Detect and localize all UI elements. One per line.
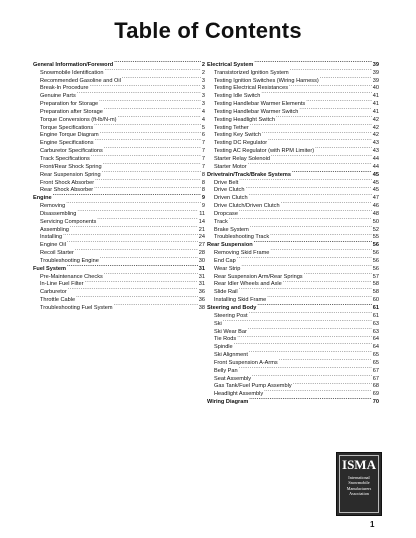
logo-line: Association — [349, 491, 369, 497]
toc-entry-page: 58 — [372, 289, 379, 296]
toc-entry-label: Drive Clutch/Driven Clutch — [214, 203, 280, 210]
toc-entry-label: Preparation for Storage — [40, 101, 99, 108]
toc-entry-page: 61 — [372, 305, 379, 311]
toc-entry-page: 2 — [201, 61, 205, 68]
toc-entry-page: 64 — [372, 344, 379, 351]
toc-entry-page: 41 — [372, 108, 379, 115]
toc-entry-label: Fuel System — [33, 265, 66, 272]
toc-entry-label: Ski Wear Bar — [214, 328, 247, 335]
toc-leader-dots — [257, 301, 371, 309]
toc-entry-page: 42 — [372, 124, 379, 131]
toc-leader-dots — [239, 207, 372, 215]
toc-right-column — [207, 58, 379, 406]
toc-leader-dots — [229, 215, 372, 223]
toc-entry-label: Front Shock Absorber — [40, 179, 95, 186]
toc-leader-dots — [262, 129, 372, 137]
toc-entry-label: Ski Alignment — [214, 352, 248, 359]
toc-entry-page: 44 — [372, 155, 379, 162]
toc-entry-page: 2 — [201, 69, 205, 76]
toc-leader-dots — [117, 113, 200, 121]
toc-entry-page: 31 — [198, 265, 205, 272]
toc-entry-label: Installing Skid Frame — [214, 297, 267, 304]
toc-entry-label: Wear Strip — [214, 265, 241, 272]
toc-leader-dots — [261, 89, 371, 97]
toc-entry-label: Testing Headlight Switch — [214, 116, 275, 123]
toc-entry-label: Torque Conversions (ft-lb/N-m) — [40, 116, 117, 123]
toc-entry-page: 27 — [198, 242, 205, 249]
toc-leader-dots — [239, 364, 372, 372]
toc-entry-label: Assembling — [40, 226, 69, 233]
toc-entry-page: 14 — [198, 218, 205, 225]
toc-entry-label: Testing Key Switch — [214, 132, 261, 139]
toc-entry-label: Slide Rail — [214, 289, 238, 296]
toc-entry-label: Front Suspension A-Arms — [214, 359, 278, 366]
toc-leader-dots — [100, 254, 198, 262]
toc-entry-page: 4 — [201, 108, 205, 115]
page-title: Table of Contents — [114, 18, 302, 43]
toc-entry-page: 11 — [199, 210, 205, 217]
toc-entry-label: Carburetor Specifications — [40, 148, 103, 155]
toc-leader-dots — [102, 168, 201, 176]
toc-leader-dots — [67, 238, 198, 246]
toc-leader-dots — [68, 285, 198, 293]
toc-entry — [207, 348, 379, 359]
toc-entry-label: Drive Clutch — [214, 187, 245, 194]
toc-entry-label: In-Line Fuel Filter — [40, 281, 84, 288]
toc-entry-label: Preparation after Storage — [40, 108, 103, 115]
toc-entry-page: 55 — [372, 234, 379, 241]
toc-entry-page: 42 — [372, 132, 379, 139]
logo-line: Snowmobile — [348, 480, 370, 486]
toc-entry-page: 41 — [372, 93, 379, 100]
toc-entry-page: 45 — [372, 171, 379, 178]
toc-entry-page: 58 — [372, 281, 379, 288]
toc-entry-page: 8 — [201, 187, 205, 194]
toc-entry-label: Rear Shock Absorber — [40, 187, 94, 194]
toc-leader-dots — [85, 278, 198, 286]
toc-leader-dots — [245, 184, 371, 192]
toc-leader-dots — [249, 395, 371, 403]
toc-entry-page: 8 — [201, 179, 205, 186]
toc-entry-label: Rear Idler Wheels and Axle — [214, 281, 282, 288]
toc-entry-page: 31 — [198, 281, 205, 288]
toc-entry — [207, 325, 379, 333]
toc-leader-dots — [289, 82, 372, 90]
toc-entry-page: 57 — [372, 273, 379, 280]
toc-entry-label: Recommended Gasoline and Oil — [40, 77, 121, 84]
toc-entry-label: Throttle Cable — [40, 297, 76, 304]
toc-entry-page: 56 — [372, 250, 379, 257]
toc-entry — [207, 215, 379, 223]
toc-entry-label: Wiring Diagram — [207, 399, 249, 406]
toc-entry-page: 56 — [372, 265, 379, 272]
toc-entry-page: 8 — [201, 171, 205, 178]
toc-entry-label: Recoil Starter — [40, 250, 74, 257]
toc-leader-dots — [270, 231, 372, 239]
toc-entry-label: Electrical System — [207, 61, 254, 68]
toc-entry-label: Ski — [214, 320, 222, 327]
toc-leader-dots — [104, 66, 200, 74]
toc-leader-dots — [94, 184, 201, 192]
toc-entry-label: Removing — [40, 203, 66, 210]
toc-leader-dots — [241, 262, 371, 270]
toc-entry-label: Testing DC Regulator — [214, 140, 268, 147]
toc-entry-page: 70 — [372, 399, 379, 406]
toc-entry-label: Seat Assembly — [214, 375, 251, 382]
toc-entry-page: 7 — [201, 140, 205, 147]
toc-entry-label: Disassembling — [40, 210, 77, 217]
toc-entry-page: 47 — [372, 195, 379, 202]
toc-leader-dots — [63, 231, 198, 239]
toc-entry-label: Carburetor — [40, 289, 67, 296]
toc-entry-label: Servicing Components — [40, 218, 97, 225]
toc-leader-dots — [100, 129, 201, 137]
toc-entry-page: 7 — [201, 155, 205, 162]
toc-entry-label: End Cap — [214, 257, 236, 264]
toc-leader-dots — [268, 136, 372, 144]
toc-entry-label: Troubleshooting Engine — [40, 257, 99, 264]
toc-leader-dots — [103, 160, 201, 168]
toc-leader-dots — [114, 301, 198, 309]
toc-entry-label: General Information/Foreword — [33, 61, 114, 68]
toc-entry-label: Drive Belt — [214, 179, 239, 186]
toc-entry — [33, 199, 205, 210]
toc-entry-label: Track — [214, 218, 228, 225]
toc-entry-page: 3 — [201, 85, 205, 92]
toc-leader-dots — [292, 168, 372, 176]
toc-entry-label: Track Specifications — [40, 155, 90, 162]
toc-entry-page: 67 — [372, 375, 379, 382]
toc-leader-dots — [53, 191, 201, 199]
toc-leader-dots — [75, 246, 198, 254]
toc-entry-page: 3 — [201, 101, 205, 108]
toc-entry-page: 30 — [198, 257, 205, 264]
toc-leader-dots — [76, 293, 198, 301]
toc-entry-label: Gas Tank/Fuel Pump Assembly — [214, 383, 292, 390]
toc-entry-page: 7 — [201, 148, 205, 155]
toc-leader-dots — [104, 105, 201, 113]
toc-leader-dots — [95, 136, 201, 144]
toc-leader-dots — [254, 238, 372, 246]
toc-entry-page: 7 — [201, 163, 205, 170]
toc-leader-dots — [77, 207, 198, 215]
toc-entry-page: 45 — [372, 187, 379, 194]
toc-leader-dots — [299, 105, 371, 113]
toc-entry-label: Snowmobile Identification — [40, 69, 104, 76]
toc-entry-label: Rear Suspension Arm/Rear Springs — [214, 273, 303, 280]
toc-leader-dots — [264, 387, 372, 395]
toc-leader-dots — [77, 89, 201, 97]
toc-leader-dots — [91, 152, 201, 160]
toc-entry-label: Steering and Body — [207, 305, 257, 311]
toc-entry-label: Starter Motor — [214, 163, 247, 170]
toc-leader-dots — [99, 97, 201, 105]
toc-leader-dots — [290, 66, 372, 74]
toc-entry-page: 9 — [201, 203, 205, 210]
toc-entry-label: Engine Specifications — [40, 140, 94, 147]
toc-entry — [207, 317, 379, 325]
toc-entry-label: Break-In Procedure — [40, 85, 89, 92]
logo-name: ISMA — [342, 457, 376, 472]
toc-leader-dots — [267, 293, 372, 301]
toc-leader-dots — [104, 270, 198, 278]
toc-leader-dots — [306, 97, 372, 105]
toc-leader-dots — [223, 317, 372, 325]
toc-entry-page: 6 — [201, 132, 205, 139]
toc-entry-page: 39 — [372, 61, 379, 68]
toc-entry-page: 64 — [372, 336, 379, 343]
toc-entry-label: Drivetrain/Track/Brake Systems — [207, 171, 291, 178]
toc-entry — [207, 223, 379, 231]
toc-entry-label: Torque Specifications — [40, 124, 94, 131]
toc-entry-page: 9 — [201, 195, 205, 202]
toc-entry-label: Starter Relay Solenoid — [214, 155, 270, 162]
toc-leader-dots — [248, 160, 372, 168]
toc-entry-label: Removing Skid Frame — [214, 250, 270, 257]
toc-entry-page: 60 — [372, 297, 379, 304]
toc-entry-page: 43 — [372, 148, 379, 155]
toc-leader-dots — [249, 191, 372, 199]
toc-leader-dots — [239, 285, 372, 293]
toc-leader-dots — [315, 144, 372, 152]
toc-left-column — [33, 58, 205, 309]
toc-entry-label: Engine Torque Diagram — [40, 132, 99, 139]
toc-entry-page: 41 — [372, 101, 379, 108]
toc-leader-dots — [304, 270, 372, 278]
toc-entry-page: 50 — [372, 218, 379, 225]
toc-entry-page: 42 — [372, 116, 379, 123]
toc-entry — [207, 340, 379, 351]
toc-leader-dots — [250, 121, 372, 129]
toc-leader-dots — [250, 223, 372, 231]
toc-leader-dots — [95, 176, 201, 184]
toc-entry-page: 39 — [372, 77, 379, 84]
toc-leader-dots — [122, 74, 201, 82]
toc-entry-label: Testing AC Regulator (with RPM Limiter) — [214, 148, 315, 155]
toc-leader-dots — [281, 199, 372, 207]
toc-entry-page: 48 — [372, 210, 379, 217]
toc-leader-dots — [270, 246, 371, 254]
logo-subtitle — [337, 475, 381, 497]
toc-leader-dots — [254, 58, 371, 66]
toc-entry-label: Testing Electrical Resistances — [214, 85, 288, 92]
toc-entry-page: 3 — [201, 93, 205, 100]
toc-leader-dots — [234, 340, 372, 348]
toc-entry-page: 63 — [372, 320, 379, 327]
toc-entry-label: Rear Suspension Spring — [40, 171, 101, 178]
toc-section-entry — [207, 58, 379, 66]
toc-entry-label: Driven Clutch — [214, 195, 248, 202]
toc-entry-page: 65 — [372, 352, 379, 359]
toc-leader-dots — [279, 356, 372, 364]
logo-line: Manufacturers — [346, 485, 372, 491]
toc-entry-page: 43 — [372, 140, 379, 147]
toc-entry-label: Tie Rods — [214, 336, 237, 343]
toc-entry-page: 24 — [198, 234, 205, 241]
toc-leader-dots — [248, 325, 372, 333]
toc-entry-page: 56 — [372, 242, 379, 249]
toc-entry-label: Engine — [33, 195, 52, 202]
toc-entry-label: Troubleshooting Track — [214, 234, 270, 241]
toc-leader-dots — [237, 254, 372, 262]
toc-entry-label: Testing Handlebar Warmer Switch — [214, 108, 299, 115]
toc-leader-dots — [67, 262, 198, 270]
toc-entry-page: 5 — [201, 124, 205, 131]
toc-entry-label: Genuine Parts — [40, 93, 76, 100]
toc-entry-label: Belly Pan — [214, 367, 238, 374]
toc-leader-dots — [66, 199, 201, 207]
toc-leader-dots — [252, 372, 372, 380]
toc-leader-dots — [320, 74, 372, 82]
toc-entry-page: 36 — [198, 297, 205, 304]
toc-entry-label: Steering Post — [214, 312, 248, 319]
toc-entry-label: Pre-Maintenance Checks — [40, 273, 103, 280]
toc-entry-page: 68 — [372, 383, 379, 390]
toc-entry-label: Transistorized Ignition System — [214, 69, 289, 76]
toc-entry-label: Dropcase — [214, 210, 238, 217]
toc-entry-page: 61 — [372, 312, 379, 319]
toc-entry-label: Rear Suspension — [207, 242, 253, 249]
toc-leader-dots — [239, 176, 372, 184]
toc-entry-label: Testing Ignition Switches (Wiring Harness) — [214, 77, 319, 84]
toc-section-entry — [33, 191, 205, 202]
toc-leader-dots — [114, 58, 201, 66]
toc-leader-dots — [249, 348, 372, 356]
toc-leader-dots — [97, 215, 197, 223]
toc-leader-dots — [237, 333, 372, 341]
toc-entry-page: 69 — [372, 391, 379, 398]
toc-leader-dots — [283, 278, 372, 286]
toc-entry-page: 40 — [372, 85, 379, 92]
page-number: 1 — [370, 520, 375, 529]
toc-entry-page: 3 — [201, 77, 205, 84]
toc-entry-page: 52 — [372, 226, 379, 233]
toc-entry-page: 31 — [198, 273, 205, 280]
toc-leader-dots — [70, 223, 198, 231]
toc-entry-page: 36 — [198, 289, 205, 296]
toc-entry-page: 38 — [198, 305, 205, 311]
toc-entry-page: 28 — [198, 250, 205, 257]
toc-entry-page: 56 — [372, 257, 379, 264]
toc-entry-page: 63 — [372, 328, 379, 335]
toc-entry-label: Testing Idle Switch — [214, 93, 261, 100]
toc-entry-label: Spindle — [214, 344, 233, 351]
toc-leader-dots — [104, 144, 201, 152]
logo-line: International — [348, 475, 370, 480]
toc-entry-label: Troubleshooting Fuel System — [40, 305, 113, 311]
toc-entry-label: Installing — [40, 234, 63, 241]
toc-leader-dots — [249, 309, 372, 317]
toc-leader-dots — [94, 121, 201, 129]
toc-entry-page: 65 — [372, 359, 379, 366]
toc-entry-label: Brake System — [214, 226, 249, 233]
toc-entry-page: 39 — [372, 69, 379, 76]
toc-entry-page: 46 — [372, 203, 379, 210]
toc-entry-page: 44 — [372, 163, 379, 170]
toc-leader-dots — [271, 152, 372, 160]
toc-entry-label: Front/Rear Shock Spring — [40, 163, 102, 170]
toc-entry-label: Engine Oil — [40, 242, 66, 249]
toc-entry-label: Headlight Assembly — [214, 391, 264, 398]
toc-section-entry — [33, 58, 205, 66]
toc-leader-dots — [276, 113, 372, 121]
toc-entry-page: 45 — [372, 179, 379, 186]
toc-entry-label: Testing Tether — [214, 124, 249, 131]
toc-leader-dots — [90, 82, 201, 90]
toc-entry-page: 21 — [198, 226, 205, 233]
toc-leader-dots — [293, 380, 372, 388]
toc-entry-page: 4 — [201, 116, 205, 123]
toc-entry-label: Testing Handlebar Warmer Elements — [214, 101, 306, 108]
toc-entry-page: 67 — [372, 367, 379, 374]
isma-logo — [336, 452, 382, 516]
